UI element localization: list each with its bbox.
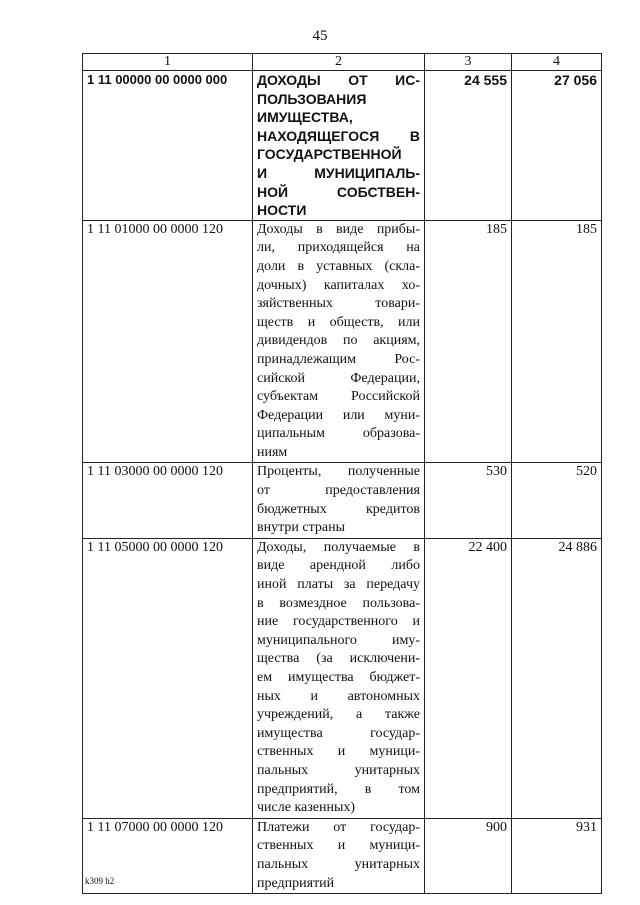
description-line: имущества государ- <box>257 725 420 741</box>
description-line: бюджетных кредитов <box>257 501 420 517</box>
description-line: ственных и муници- <box>257 744 420 760</box>
description-line: доли в уставных (скла- <box>257 258 420 274</box>
description-line: ДОХОДЫ ОТ ИС- <box>257 72 420 88</box>
description-line: ИМУЩЕСТВА, <box>257 109 353 126</box>
row-value-col3: 24 555 <box>425 71 512 221</box>
description-line: ществ и обществ, или <box>257 314 420 330</box>
description-line: внутри страны <box>257 520 345 536</box>
description-line: числе казенных) <box>257 800 356 816</box>
row-code: 1 11 00000 00 0000 000 <box>83 71 253 221</box>
description-line: ниям <box>257 444 288 460</box>
description-line: Доходы, получаемые в <box>257 539 420 555</box>
description-line: ли, приходящейся на <box>257 240 420 256</box>
row-description <box>253 538 425 818</box>
table-row <box>83 463 602 538</box>
row-value-col3: 530 <box>425 463 512 538</box>
description-line: дивидендов по акциям, <box>257 333 420 349</box>
description-line: от предоставления <box>257 483 420 499</box>
page-number: 45 <box>312 28 328 44</box>
description-line: пальных унитарных <box>257 762 420 778</box>
row-value-col4: 931 <box>512 818 602 893</box>
table-row <box>83 220 602 463</box>
description-line: Доходы в виде прибы- <box>257 221 420 237</box>
description-line: ПОЛЬЗОВАНИЯ <box>257 90 367 107</box>
budget-table <box>82 53 602 894</box>
footer-code: k309 h2 <box>85 876 115 886</box>
table-body <box>83 71 602 894</box>
header-row <box>83 54 602 71</box>
description-line: ГОСУДАРСТВЕННОЙ <box>257 146 402 163</box>
description-line: виде арендной либо <box>257 558 420 574</box>
row-value-col3: 22 400 <box>425 538 512 818</box>
description-line: муниципального иму- <box>257 632 420 648</box>
header-col-3: 3 <box>425 54 512 71</box>
description-line: принадлежащим Рос- <box>257 351 420 367</box>
description-line: предприятий <box>257 875 335 891</box>
description-line: И МУНИЦИПАЛЬ- <box>257 164 420 181</box>
row-value-col4: 185 <box>512 220 602 463</box>
table-row <box>83 818 602 893</box>
row-value-col4: 520 <box>512 463 602 538</box>
row-value-col3: 900 <box>425 818 512 893</box>
table-row <box>83 538 602 818</box>
description-line: ственных и муници- <box>257 838 420 854</box>
description-line: пальных унитарных <box>257 856 420 872</box>
description-line: ем имущества бюджет- <box>257 670 420 685</box>
description-line: сийской Федерации, <box>257 370 420 386</box>
description-line: щества (за исключени- <box>257 651 420 667</box>
row-value-col4: 24 886 <box>512 538 602 818</box>
row-code: 1 11 05000 00 0000 120 <box>83 538 253 818</box>
description-line: предприятий, в том <box>257 781 420 797</box>
row-value-col4: 27 056 <box>512 71 602 221</box>
header-col-2: 2 <box>253 54 425 71</box>
description-line: НОЙ СОБСТВЕН- <box>257 183 420 200</box>
table-row <box>83 71 602 221</box>
description-line: Проценты, полученные <box>257 464 420 480</box>
row-description <box>253 71 425 221</box>
description-line: в возмездное пользова- <box>257 595 420 611</box>
description-line: зяйственных товари- <box>257 296 420 312</box>
description-line: Платежи от государ- <box>257 819 420 835</box>
row-code: 1 11 03000 00 0000 120 <box>83 463 253 538</box>
header-col-4: 4 <box>512 54 602 71</box>
row-description <box>253 463 425 538</box>
description-line: Федерации или муни- <box>257 407 420 423</box>
row-value-col3: 185 <box>425 220 512 463</box>
description-line: учреждений, а также <box>257 707 420 723</box>
row-code: 1 11 07000 00 0000 120 <box>83 818 253 893</box>
description-line: НОСТИ <box>257 202 307 219</box>
description-line: ципальным образова- <box>257 426 420 442</box>
header-col-1: 1 <box>83 54 253 71</box>
description-line: иной платы за передачу <box>257 577 420 593</box>
description-line: ных и автономных <box>257 688 420 704</box>
row-description <box>253 818 425 893</box>
row-description <box>253 220 425 463</box>
description-line: НАХОДЯЩЕГОСЯ В <box>257 127 420 144</box>
description-line: дочных) капиталах хо- <box>257 277 420 293</box>
description-line: ние государственного и <box>257 614 420 630</box>
description-line: субъектам Российской <box>257 389 420 405</box>
row-code: 1 11 01000 00 0000 120 <box>83 220 253 463</box>
